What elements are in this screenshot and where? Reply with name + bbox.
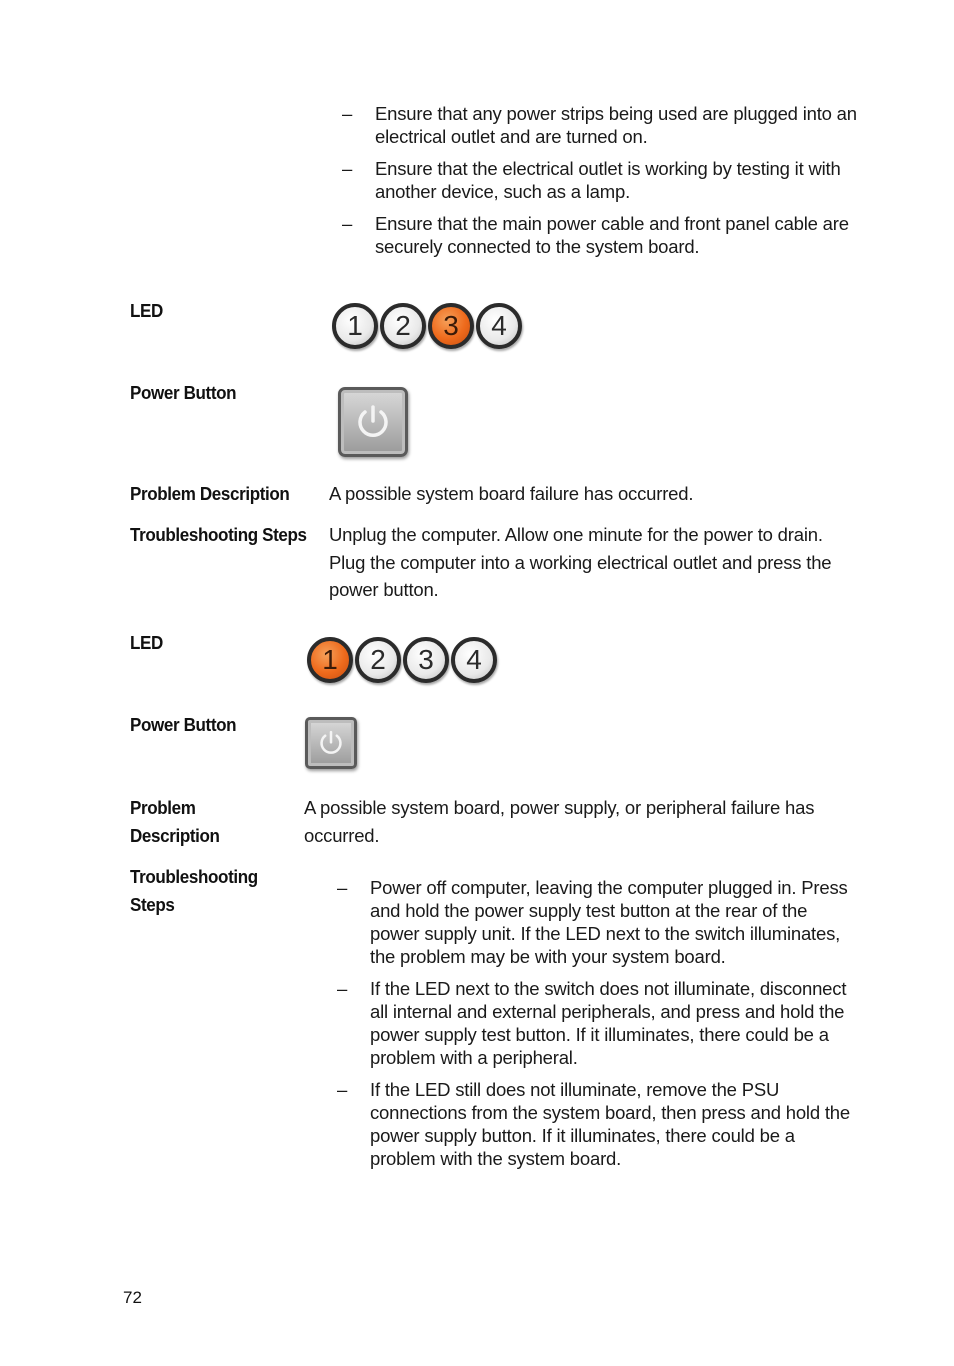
led-4-icon: 4 (451, 637, 497, 683)
power-button-label: Power Button (130, 382, 237, 403)
list-item (342, 102, 862, 148)
troubleshooting-steps-list (337, 876, 857, 1179)
troubleshooting-label-line2: Steps (130, 894, 175, 915)
problem-description-text: A possible system board failure has occurred. (329, 483, 694, 504)
dash-marker: – (337, 877, 348, 898)
page-number: 72 (123, 1288, 142, 1307)
led-label: LED (130, 300, 163, 321)
power-symbol-icon (315, 727, 347, 759)
dash-marker: – (337, 978, 348, 999)
list-item-text: Ensure that the main power cable and front panel cable are securely connected to the system board. (375, 213, 849, 257)
led-indicator-row (332, 303, 522, 349)
led-2-icon: 2 (380, 303, 426, 349)
dash-marker: – (342, 103, 353, 124)
led-4-icon: 4 (476, 303, 522, 349)
led-3-icon: 3 (428, 303, 474, 349)
power-button-icon (305, 717, 357, 769)
troubleshooting-steps-label: Troubleshooting Steps (130, 524, 307, 545)
dash-marker: – (342, 213, 353, 234)
power-symbol-icon (351, 400, 395, 444)
problem-description-text: A possible system board, power supply, or peripheral failure has occurred. (304, 797, 815, 846)
led-indicator-row (307, 637, 497, 683)
problem-description-label: Problem Description (130, 483, 290, 504)
troubleshooting-label-line1: Troubleshooting (130, 866, 258, 887)
list-item (342, 157, 862, 203)
list-item-text: If the LED still does not illuminate, remove the PSU connections from the system board, then press and hold the power supply button. If it illuminates, there could be a problem with the system board. (370, 1079, 850, 1169)
list-item (337, 977, 857, 1069)
power-button-icon (338, 387, 408, 457)
list-item (337, 1078, 857, 1170)
list-item (337, 876, 857, 968)
led-1-icon: 1 (332, 303, 378, 349)
list-item-text: If the LED next to the switch does not illuminate, disconnect all internal and external peripherals, and press and hold the power supply test button. If it illuminates, there could be a problem with a peripheral. (370, 978, 847, 1068)
list-item (342, 212, 862, 258)
led-2-icon: 2 (355, 637, 401, 683)
list-item-text: Ensure that any power strips being used are plugged into an electrical outlet and are turned on. (375, 103, 857, 147)
dash-marker: – (342, 158, 353, 179)
power-check-list (342, 102, 862, 267)
power-button-label: Power Button (130, 714, 237, 735)
problem-label-line2: Description (130, 825, 220, 846)
dash-marker: – (337, 1079, 348, 1100)
list-item-text: Power off computer, leaving the computer plugged in. Press and hold the power supply test button at the rear of the power supply unit. If the LED next to the switch illuminates, the problem may be with your system board. (370, 877, 848, 967)
problem-label-line1: Problem (130, 797, 196, 818)
led-label: LED (130, 632, 163, 653)
led-1-icon: 1 (307, 637, 353, 683)
led-3-icon: 3 (403, 637, 449, 683)
list-item-text: Ensure that the electrical outlet is working by testing it with another device, such as a lamp. (375, 158, 841, 202)
troubleshooting-steps-text: Unplug the computer. Allow one minute for the power to drain. Plug the computer into a working electrical outlet and press the power button. (329, 524, 832, 600)
